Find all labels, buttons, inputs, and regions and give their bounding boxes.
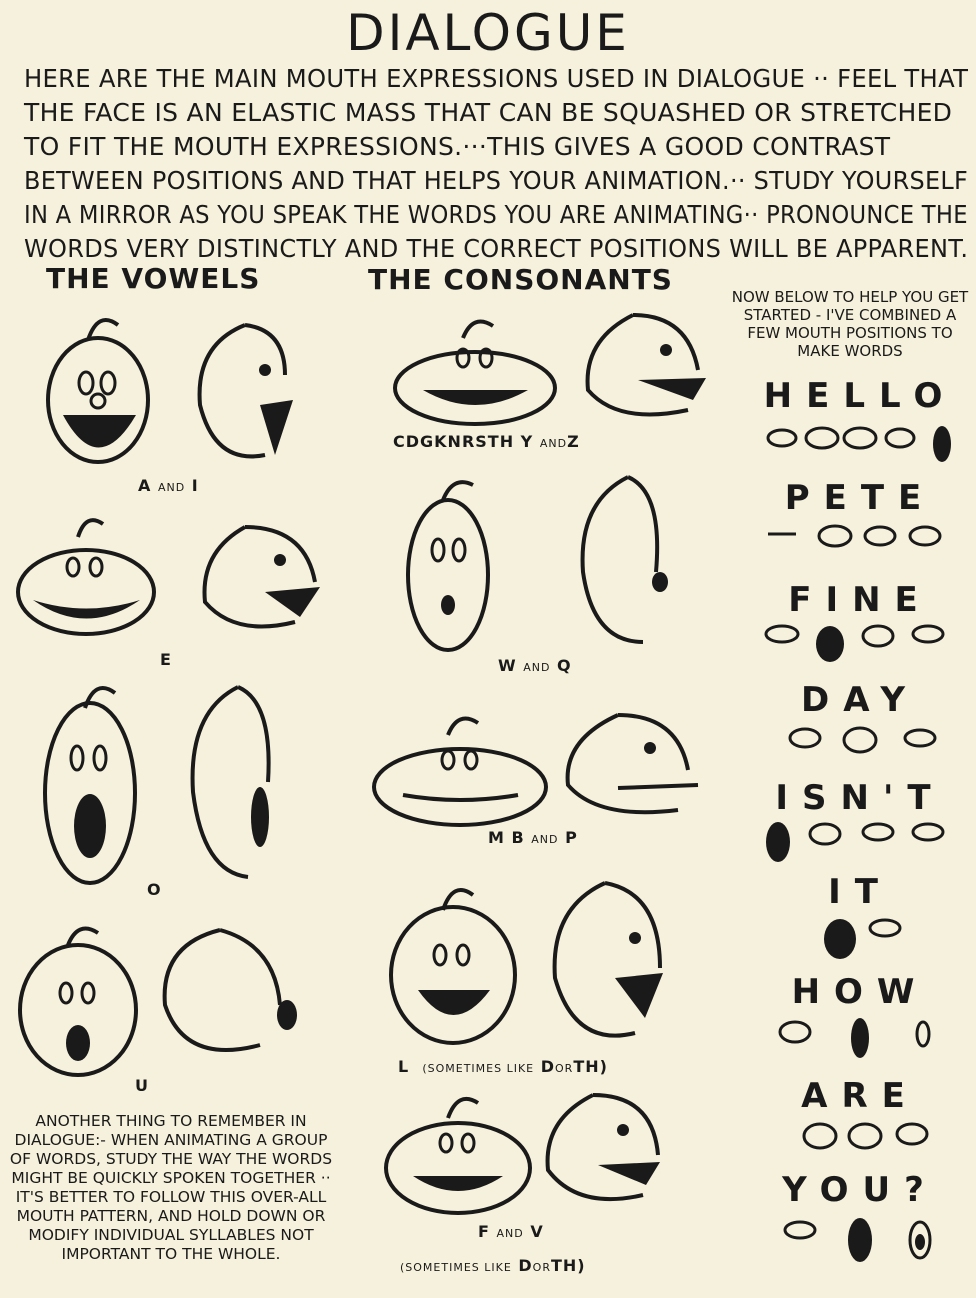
mouth-row-pete: [750, 520, 970, 565]
caption-note: (SOMETIMES LIKE: [400, 1261, 512, 1274]
caption-letter: I: [191, 476, 199, 495]
face-side-u-illustration: [150, 915, 310, 1075]
face-front-u-illustration: [8, 915, 148, 1085]
mouth-row-hello: [750, 420, 970, 477]
caption-letter: Z: [567, 432, 580, 451]
face-front-w-q-illustration: [393, 470, 503, 660]
face-side-o-illustration: [178, 672, 288, 892]
page-title: DIALOGUE: [346, 4, 630, 62]
caption-and: AND: [496, 1227, 524, 1240]
footer-note: ANOTHER THING TO REMEMBER IN DIALOGUE:- WHEN ANIMATING A GROUP OF WORDS, STUDY THE WAY THE WORDS MIGHT BE QUICKLY SPOKEN TOGETHER ·· IT'S BETTER TO FOLLOW THIS OVER-ALL MOUTH PATTERN, AND HOLD DOWN OR MODIFY INDIVIDUAL SYLLABLES NOT IMPORTANT TO THE WHOLE.: [9, 1112, 333, 1263]
mouth-row-it: [750, 914, 970, 969]
face-side-e-illustration: [195, 512, 325, 647]
face-side-a-i-illustration: [185, 305, 305, 475]
mouth-row-you: [750, 1212, 970, 1273]
word-are: ARE: [801, 1076, 919, 1116]
face-front-l-illustration: [378, 875, 533, 1055]
intro-paragraph: [24, 62, 968, 266]
help-note: NOW BELOW TO HELP YOU GET STARTED - I'VE COMBINED A FEW MOUTH POSITIONS TO MAKE WORDS: [731, 288, 969, 360]
mouth-row-how: [750, 1014, 970, 1071]
caption-f-and-v: [478, 1222, 544, 1241]
word-isnt: ISN'T: [775, 778, 945, 818]
face-side-w-q-illustration: [568, 462, 678, 657]
caption-and: AND: [523, 661, 551, 674]
caption-letters: M B: [488, 828, 525, 847]
face-side-l-illustration: [545, 868, 670, 1058]
caption-letters: CDGKNRSTH Y: [393, 432, 534, 451]
caption-and: AND: [539, 437, 568, 450]
intro-line: HERE ARE THE MAIN MOUTH EXPRESSIONS USED IN DIALOGUE ·· FEEL THAT: [24, 64, 969, 93]
mouth-row-are: [750, 1118, 970, 1163]
caption-m-b-and-p: [488, 828, 578, 847]
caption-and: AND: [157, 481, 186, 494]
caption-and: AND: [531, 833, 559, 846]
caption-u: U: [135, 1076, 149, 1095]
caption-letter: W: [498, 656, 517, 675]
caption-letter: F: [478, 1222, 490, 1241]
face-side-m-b-p-illustration: [558, 700, 708, 830]
face-front-o-illustration: [35, 678, 145, 898]
intro-line: TO FIT THE MOUTH EXPRESSIONS.···THIS GIVES A GOOD CONTRAST: [24, 132, 891, 161]
word-day: DAY: [801, 680, 919, 720]
word-hello: HELLO: [763, 376, 957, 416]
face-front-a-i-illustration: [28, 305, 168, 475]
intro-line: IN A MIRROR AS YOU SPEAK THE WORDS YOU ARE ANIMATING·· PRONOUNCE THE: [24, 200, 968, 229]
caption-or: OR: [532, 1261, 551, 1274]
mouth-row-day: [750, 722, 970, 767]
face-front-cdg-illustration: [388, 308, 563, 433]
caption-letter: D: [540, 1057, 555, 1076]
face-front-e-illustration: [8, 512, 163, 647]
caption-letter: TH): [550, 1256, 586, 1275]
word-how: HOW: [791, 972, 929, 1012]
intro-line: BETWEEN POSITIONS AND THAT HELPS YOUR ANIMATION.·· STUDY YOURSELF: [24, 166, 969, 195]
caption-w-and-q: [498, 656, 572, 675]
word-it: IT: [828, 872, 892, 912]
caption-letter: TH): [573, 1057, 608, 1076]
caption-letter: V: [530, 1222, 544, 1241]
caption-letter: Q: [557, 656, 572, 675]
intro-line: WORDS VERY DISTINCTLY AND THE CORRECT POSITIONS WILL BE APPARENT.: [24, 234, 969, 263]
caption-letter: P: [565, 828, 578, 847]
word-you: YOU?: [782, 1170, 938, 1210]
intro-line: THE FACE IS AN ELASTIC MASS THAT CAN BE SQUASHED OR STRETCHED: [24, 98, 953, 127]
caption-a-and-i: [138, 476, 199, 495]
mouth-row-fine: [750, 620, 970, 673]
word-fine: FINE: [788, 580, 932, 620]
consonants-heading: THE CONSONANTS: [368, 263, 673, 296]
caption-letter: A: [138, 476, 152, 495]
mouth-row-isnt: [750, 818, 970, 871]
caption-cdgknrsth-y-and-z: [393, 432, 580, 451]
face-front-f-v-illustration: [378, 1088, 538, 1223]
face-front-m-b-p-illustration: [368, 705, 553, 835]
vowels-heading: THE VOWELS: [46, 262, 261, 295]
face-side-f-v-illustration: [538, 1080, 668, 1220]
caption-letter: D: [518, 1256, 533, 1275]
caption-f-v-note: [400, 1256, 586, 1275]
caption-note: (SOMETIMES LIKE: [422, 1062, 535, 1075]
caption-l: [398, 1057, 608, 1076]
caption-or: OR: [555, 1062, 574, 1075]
caption-e: E: [160, 650, 172, 669]
caption-letter: L: [398, 1057, 410, 1076]
face-side-cdg-illustration: [578, 300, 713, 430]
caption-o: O: [147, 880, 162, 899]
word-pete: PETE: [784, 478, 936, 518]
